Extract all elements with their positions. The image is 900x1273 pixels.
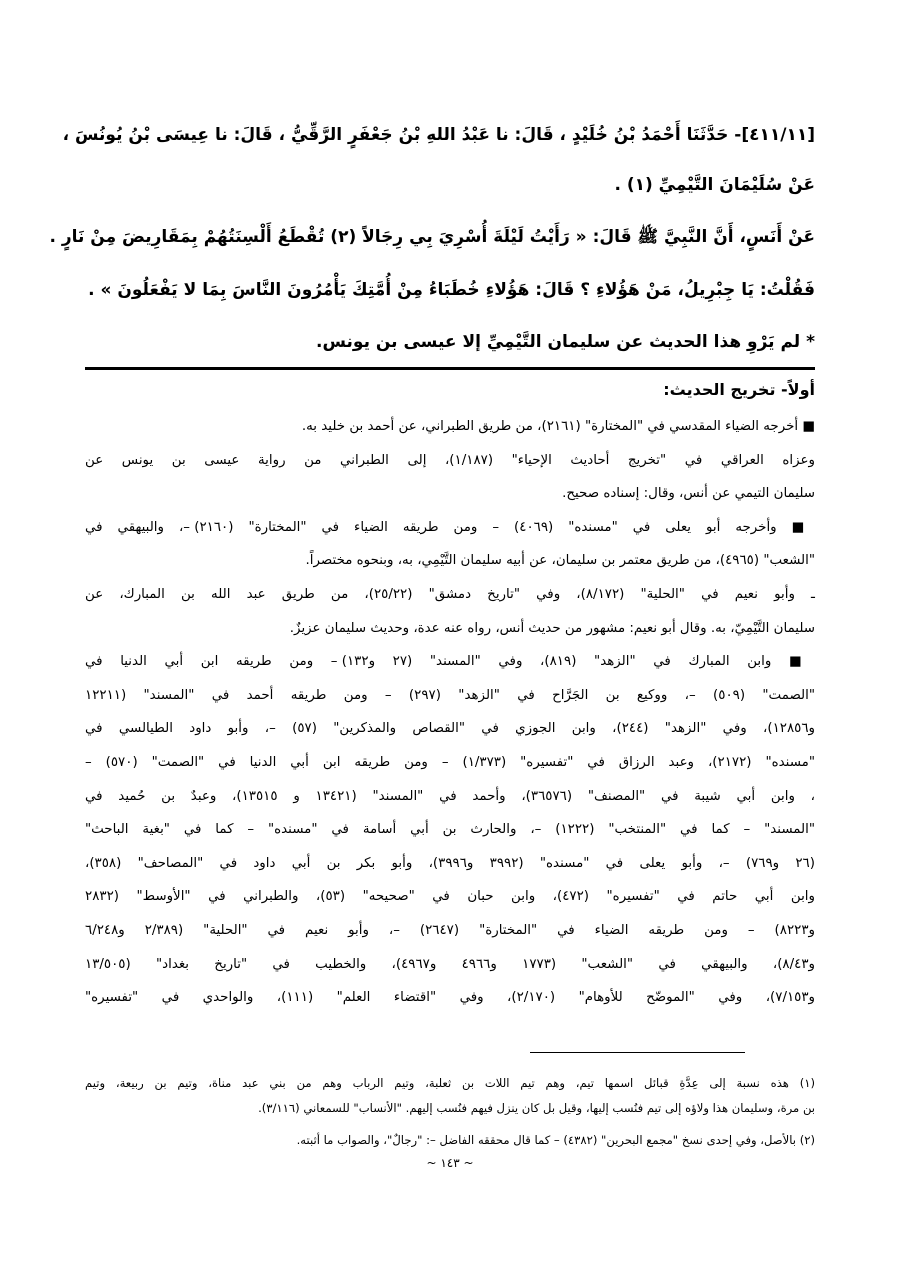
body-line: (٢٦ و٧٦٩) –، وأبو يعلى في "مسنده" (٣٩٩٢ و٣٩٩٦)، وأبو بكر بن أبي داود في "المصاحف" (٣٥٨)، bbox=[85, 855, 815, 871]
body-line: ■ أخرجه الضياء المقدسي في "المختارة" (٢١٦١)، من طريق الطبراني، عن أحمد بن خليد به. bbox=[301, 419, 815, 434]
hadith-line: عَنْ سُلَيْمَانَ التَّيْمِيِّ (١) . bbox=[614, 175, 815, 195]
footnote: بن مرة، وسليمان هذا ولاؤه إلى تيم فنُسب إليها، وقيل بل كان ينزل فيهم فنُسب إليهم. "الأنساب" للسمعاني (٣/١١٦). bbox=[258, 1101, 815, 1115]
section-heading: أولاً- تخريج الحديث: bbox=[663, 380, 815, 399]
body-line: وعزاه العراقي في "تخريج أحاديث الإحياء" (١/١٨٧)، إلى الطبراني من رواية عيسى بن يونس عن bbox=[85, 452, 815, 468]
body-line: ■ وابن المبارك في "الزهد" (٨١٩)، وفي "المسند" (٢٧ و١٣٢) – ومن طريقه ابن أبي الدنيا في bbox=[85, 654, 815, 670]
footnote-separator bbox=[530, 1052, 745, 1053]
body-line: ■ وأخرجه أبو يعلى في "مسنده" (٤٠٦٩) – ومن طريقه الضياء في "المختارة" (٢١٦٠) –، والبيهقي في bbox=[85, 519, 815, 535]
body-line: "الشعب" (٤٩٦٥)، من طريق معتمر بن سليمان، عن أبيه سليمان التَّيْمِي، به، وبنحوه مختصراً. bbox=[305, 553, 815, 569]
body-line: و٨٢٢٣) – ومن طريقه الضياء في "المختارة" (٢٦٤٧) –، وأبو نعيم في "الحلية" (٢/٣٨٩ و٦/٢٤٨ bbox=[85, 923, 815, 938]
section-divider bbox=[85, 367, 815, 370]
body-line: و٧/١٥٣)، وفي "الموضّح للأوهام" (٢/١٧٠)، وفي "اقتضاء العلم" (١١١)، والواحدي في "تفسيره" bbox=[85, 990, 815, 1006]
body-line: ـ وأبو نعيم في "الحلية" (٨/١٧٢)، وفي "تاريخ دمشق" (٢٥/٢٢)، من طريق عبد الله بن المبارك، عن bbox=[85, 587, 815, 602]
hadith-line: فَقُلْتُ: يَا جِبْرِيلُ، مَنْ هَؤُلاءِ ؟ قَالَ: هَؤُلاءِ خُطَبَاءُ مِنْ أُمَّتِكَ يَأْمُرُونَ النَّاسَ بِمَا لا يَفْعَلُونَ » . bbox=[88, 280, 815, 300]
body-line: وابن أبي حاتم في "تفسيره" (٤٧٢)، وابن حبان في "صحيحه" (٥٣)، والطبراني في "الأوسط" (٢٨٣٢ bbox=[85, 889, 815, 905]
body-line: سليمان التيمي عن أنس، وقال: إسناده صحيح. bbox=[562, 486, 815, 502]
hadith-line: [٤١١/١١]- حَدَّثَنَا أَحْمَدُ بْنُ خُلَيْدٍ ، قَالَ: نا عَبْدُ اللهِ بْنُ جَعْفَرٍ الرَّقِّيُّ ، قَالَ: نا عِيسَى بْنُ يُونُسَ ، bbox=[62, 125, 815, 145]
body-line: "مسنده" (٢١٧٢)، وعبد الرزاق في "تفسيره" (١/٣٧٣) – ومن طريقه ابن أبي الدنيا في "الصمت" (٥٧٠) – bbox=[85, 755, 815, 770]
footnote: (١) هذه نسبة إلى عِدَّةِ قبائل اسمها تيم، وهم تيم اللات بن ثعلبة، وتيم الرباب وهم من بني عبد مناة، وتيم بن ربيعة، وتيم bbox=[85, 1076, 815, 1090]
body-line: "الصمت" (٥٠٩) –، ووكيع بن الجَرَّاح في "الزهد" (٢٩٧) – ومن طريقه أحمد في "المسند" (١٢٢١١ bbox=[85, 687, 816, 703]
body-line: "المسند" – كما في "المنتخب" (١٢٢٢) –، والحارث بن أبي أسامة في "مسنده" – كما في "بغية الباحث" bbox=[85, 822, 815, 838]
body-line: سليمان التَّيْمِيّ، به. وقال أبو نعيم: مشهور من حديث أنس، رواه عنه عدة، وحديث سليمان عزيزٌ. bbox=[289, 620, 815, 636]
page-number: ~ ١٤٣ ~ bbox=[426, 1156, 474, 1170]
hadith-line: * لم يَرْوِ هذا الحديث عن سليمان التَّيْمِيِّ إلا عيسى بن يونس. bbox=[316, 332, 815, 352]
body-line: ، وابن أبي شيبة في "المصنف" (٣٦٥٧٦)، وأحمد في "المسند" (١٣٤٢١ و ١٣٥١٥)، وعبدٌ بن حُميد في bbox=[85, 788, 815, 804]
footnote: (٢) بالأصل، وفي إحدى نسخ "مجمع البحرين" (٤٣٨٢) – كما قال محققه الفاضل –: "رجالٌ"، والصواب ما أثبته. bbox=[296, 1133, 815, 1147]
body-line: و٨/٤٣)، والبيهقي في "الشعب" (١٧٧٣ و٤٩٦٦ و٤٩٦٧)، والخطيب في "تاريخ بغداد" (١٣/٥٠٥ bbox=[85, 956, 815, 972]
hadith-line: عَنْ أَنَسٍ، أَنَّ النَّبِيَّ ﷺ قَالَ: « رَأَيْتُ لَيْلَةَ أُسْرِيَ بِي رِجَالاً (٢) تُقْطَعُ أَلْسِنَتُهُمْ بِمَقَارِيضَ مِنْ نَارٍ . bbox=[49, 227, 815, 247]
body-line: و١٢٨٥٦)، وفي "الزهد" (٢٤٤)، وابن الجوزي في "القصاص والمذكرين" (٥٧) –، وأبو داود الطيالسي في bbox=[85, 721, 815, 737]
